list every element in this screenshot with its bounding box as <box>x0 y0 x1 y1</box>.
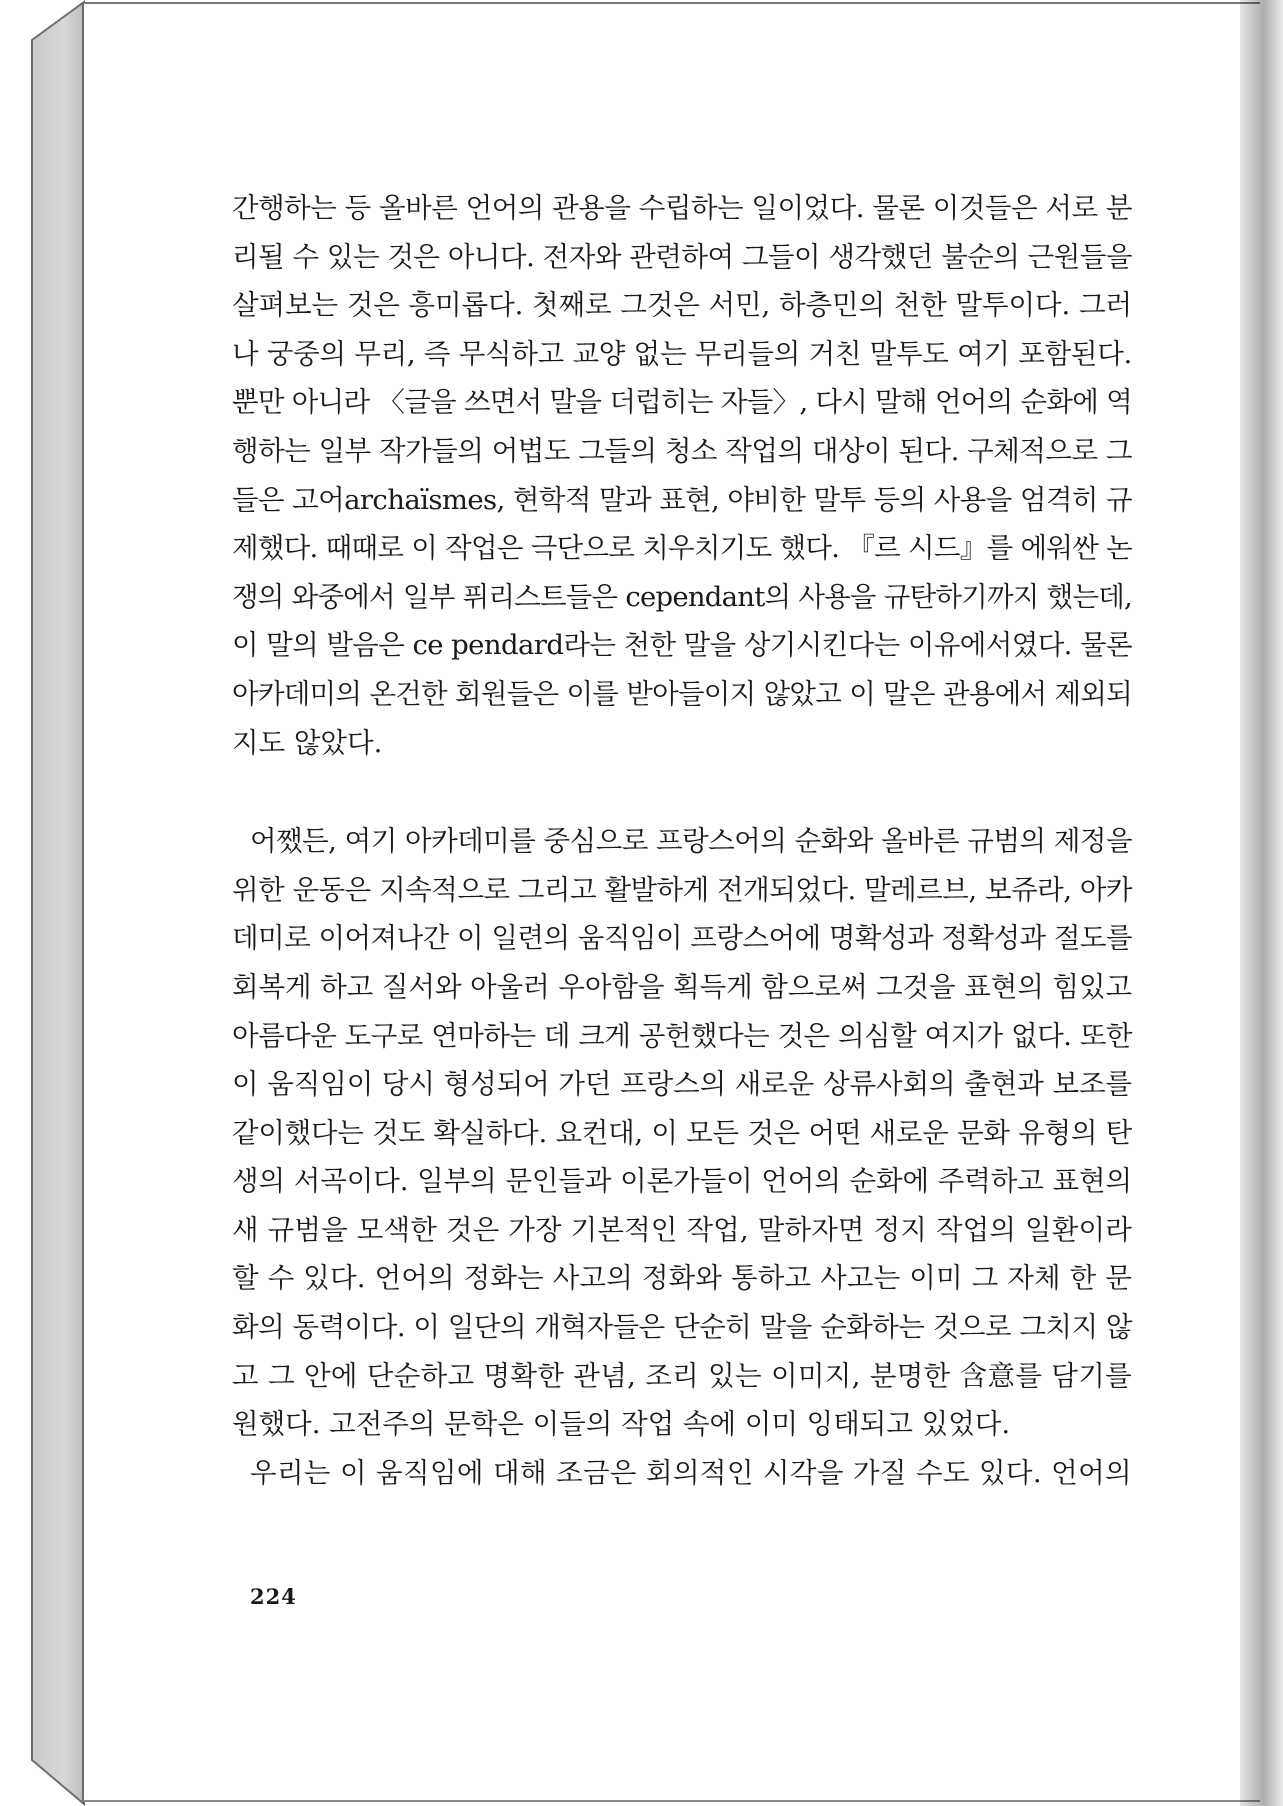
text-line: 회복게 하고 질서와 아울러 우아함을 획득게 함으로써 그것을 표현의 힘있고 <box>232 970 1132 1003</box>
book-spine <box>0 0 90 1806</box>
text-line: 행하는 일부 작가들의 어법도 그들의 청소 작업의 대상이 된다. 구체적으로 그 <box>232 434 1132 467</box>
text-line: 들은 고어archaïsmes, 현학적 말과 표현, 야비한 말투 등의 사용을 엄격히 규 <box>232 483 1132 516</box>
text-line: 간행하는 등 올바른 언어의 관용을 수립하는 일이었다. 물론 이것들은 서로 분 <box>232 192 1132 224</box>
text-line: 우리는 이 움직임에 대해 조금은 회의적인 시각을 가질 수도 있다. 언어의 <box>250 1456 1132 1489</box>
paragraph-1 <box>232 184 1132 767</box>
text-line: 데미로 이어져나간 이 일련의 움직임이 프랑스어에 명확성과 정확성과 절도를 <box>232 922 1132 955</box>
text-line: 화의 동력이다. 이 일단의 개혁자들은 단순히 말을 순화하는 것으로 그치지 않 <box>232 1311 1132 1344</box>
text-line: 위한 운동은 지속적으로 그리고 활발하게 전개되었다. 말레르브, 보쥬라, 아카 <box>232 873 1132 906</box>
text-line: 리될 수 있는 것은 아니다. 전자와 관련하여 그들이 생각했던 불순의 근원들을 <box>232 240 1132 273</box>
body-text <box>232 184 1132 1497</box>
paragraph-3 <box>232 1449 1132 1498</box>
paragraph-gap <box>232 767 1132 817</box>
text-line: 쟁의 와중에서 일부 퓌리스트들은 cependant의 사용을 규탄하기까지 했는데, <box>232 580 1132 613</box>
page-number: 224 <box>250 1584 297 1609</box>
text-line: 지도 않았다. <box>232 726 383 759</box>
text-line: 같이했다는 것도 확실하다. 요컨대, 이 모든 것은 어떤 새로운 문화 유형의 탄 <box>232 1116 1132 1149</box>
text-line: 이 움직임이 당시 형성되어 가던 프랑스의 새로운 상류사회의 출현과 보조를 <box>232 1068 1132 1101</box>
page-edge-shadow <box>1240 0 1283 1806</box>
text-line: 새 규범을 모색한 것은 가장 기본적인 작업, 말하자면 정지 작업의 일환이라 <box>232 1213 1132 1246</box>
text-line: 생의 서곡이다. 일부의 문인들과 이론가들이 언어의 순화에 주력하고 표현의 <box>232 1165 1132 1198</box>
text-line: 아름다운 도구로 연마하는 데 크게 공헌했다는 것은 의심할 여지가 없다. 또한 <box>232 1019 1132 1052</box>
text-line: 제했다. 때때로 이 작업은 극단으로 치우치기도 했다. 『르 시드』를 에워싼 논 <box>232 532 1132 565</box>
text-line: 뿐만 아니라 〈글을 쓰면서 말을 더럽히는 자들〉, 다시 말해 언어의 순화에 역 <box>232 386 1132 419</box>
text-line: 원했다. 고전주의 문학은 이들의 작업 속에 이미 잉태되고 있었다. <box>232 1408 1011 1441</box>
text-line: 아카데미의 온건한 회원들은 이를 받아들이지 않았고 이 말은 관용에서 제외되 <box>232 677 1132 710</box>
text-line: 어쨌든, 여기 아카데미를 중심으로 프랑스어의 순화와 올바른 규범의 제정을 <box>250 825 1132 858</box>
paragraph-2 <box>232 817 1132 1449</box>
text-line: 고 그 안에 단순하고 명확한 관념, 조리 있는 이미지, 분명한 含意를 담기를 <box>232 1359 1132 1392</box>
text-line: 할 수 있다. 언어의 정화는 사고의 정화와 통하고 사고는 이미 그 자체 한 문 <box>232 1262 1132 1295</box>
text-line: 살펴보는 것은 흥미롭다. 첫째로 그것은 서민, 하층민의 천한 말투이다. 그러 <box>232 289 1132 322</box>
text-line: 이 말의 발음은 ce pendard라는 천한 말을 상기시킨다는 이유에서였다. 물론 <box>232 629 1132 662</box>
text-line: 나 궁중의 무리, 즉 무식하고 교양 없는 무리들의 거친 말투도 여기 포함된다. <box>232 337 1132 370</box>
